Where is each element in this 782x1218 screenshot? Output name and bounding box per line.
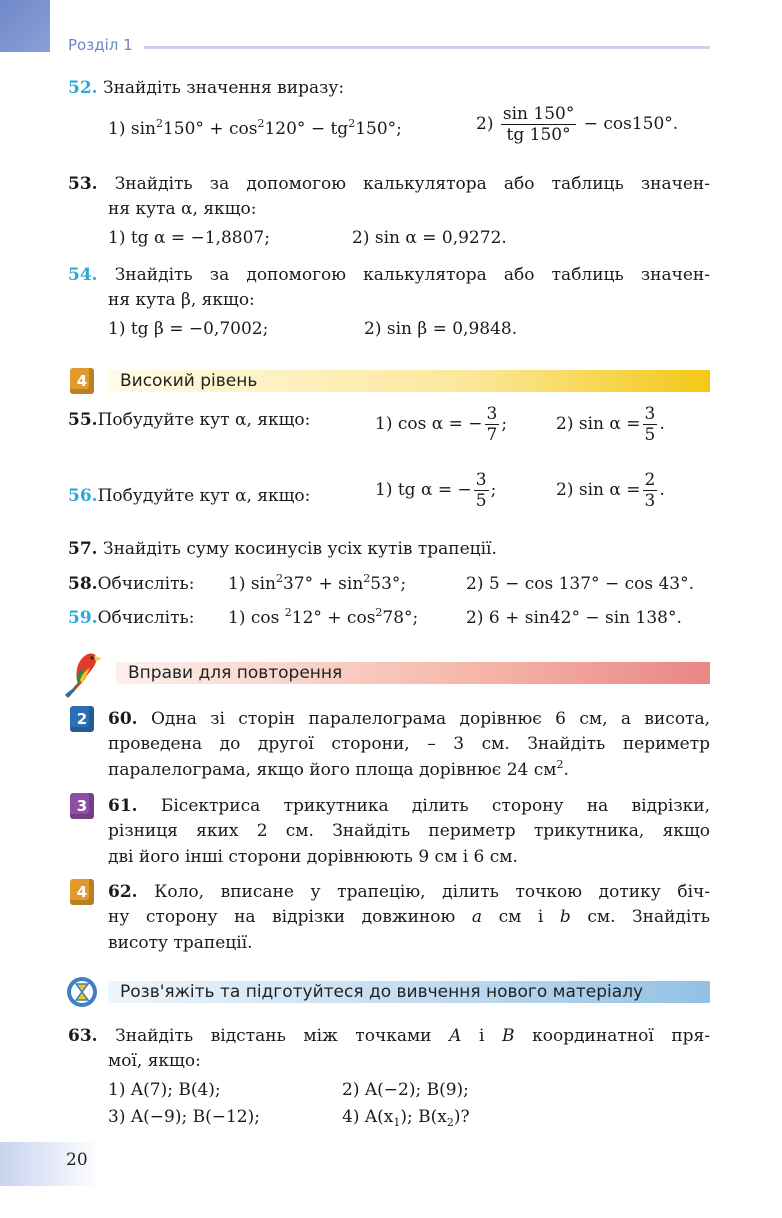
- exercise-53-line1: 53. Знайдіть за допомогою калькулятора або таблиць значен-: [68, 174, 710, 194]
- exercise-60-line1: 60. Одна зі сторін паралелограма дорівнює 6 см, а висота,: [108, 709, 710, 729]
- exercise-63-part4: 4) $A(x_1)$; $B(x_2)$?: [342, 1107, 470, 1129]
- exercise-52-part2: 2) $\frac{\sin 150^\circ}{tg 150^\circ}$ − cos150°.: [476, 104, 679, 145]
- exercise-61-line2: різниця яких 2 см. Знайдіть периметр трикутника, якщо: [108, 821, 710, 841]
- exercise-56: 56.Побудуйте кут α, якщо:: [68, 486, 311, 506]
- corner-tab: [0, 0, 50, 52]
- exercise-63-part2: 2) A(−2); B(9);: [342, 1080, 469, 1100]
- exercise-57: 57. Знайдіть суму косинусів усіх кутів трапеції.: [68, 539, 497, 559]
- exercise-54-part1: 1) tg β = −0,7002;: [108, 319, 269, 339]
- exercise-59-part2: 2) 6 + sin42° − sin 138°.: [466, 608, 682, 628]
- exercise-52-part1: 1) $\sin^2150^\circ + \cos^2120^\circ - tg^2150^\circ$;: [108, 117, 402, 139]
- exercise-55-part2: 2) sin α = $\frac{3}{5}$ .: [556, 404, 665, 445]
- exercise-60-line2: проведена до другої сторони, – 3 см. Знайдіть периметр: [108, 734, 710, 754]
- chapter-label: Розділ 1: [68, 36, 133, 54]
- exercise-53-line2: ня кута α, якщо:: [108, 199, 257, 219]
- parrot-icon: [64, 650, 110, 698]
- level-2-cube-icon: 2: [70, 706, 94, 732]
- exercise-60-line3: паралелограма, якщо його площа дорівнює 24 $см^2$.: [108, 758, 569, 780]
- exercise-59-part1: 1) $\cos ^212^\circ + \cos^278^\circ$;: [228, 606, 419, 628]
- exercise-53-part2: 2) sin α = 0,9272.: [352, 228, 507, 248]
- exercise-61-line3: дві його інші сторони дорівнюють 9 см і 6 см.: [108, 847, 518, 867]
- chapter-rule: [144, 46, 710, 49]
- exercise-63-line2: мої, якщо:: [108, 1051, 201, 1071]
- exercise-55-part1: 1) cos α = − $\frac{3}{7}$ ;: [375, 404, 508, 445]
- exercise-62-line2: ну сторону на відрізки довжиною a см і b см. Знайдіть: [108, 907, 710, 927]
- exercise-62-line1: 62. Коло, вписане у трапецію, ділить точкою дотику біч-: [108, 882, 710, 902]
- level-3-cube-icon: 3: [70, 793, 94, 819]
- section-high-level: Високий рівень: [108, 370, 710, 392]
- exercise-61-line1: 61. Бісектриса трикутника ділить сторону на відрізки,: [108, 796, 710, 816]
- fraction: $\frac{\sin 150^\circ}{tg 150^\circ}$: [502, 104, 575, 145]
- page-number: 20: [66, 1150, 88, 1170]
- exercise-63-part1: 1) A(7); B(4);: [108, 1080, 221, 1100]
- level-4-cube-icon-2: 4: [70, 879, 94, 905]
- level-4-cube-icon: 4: [70, 368, 94, 394]
- exercise-54-part2: 2) sin β = 0,9848.: [364, 319, 518, 339]
- exercise-63-part3: 3) A(−9); B(−12);: [108, 1107, 260, 1127]
- exercise-58: 58.Обчисліть:: [68, 574, 195, 594]
- exercise-58-part2: 2) 5 − cos 137° − cos 43°.: [466, 574, 695, 594]
- exercise-55: 55.Побудуйте кут α, якщо:: [68, 410, 311, 430]
- exercise-54-line2: ня кута β, якщо:: [108, 290, 255, 310]
- exercise-59: 59.Обчисліть:: [68, 608, 195, 628]
- exercise-52: 52. Знайдіть значення виразу:: [68, 78, 345, 98]
- exercise-53-part1: 1) tg α = −1,8807;: [108, 228, 270, 248]
- section-prepare: Розв'яжіть та підготуйтеся до вивчення нового матеріалу: [108, 981, 710, 1003]
- exercise-58-part1: 1) $\sin^237^\circ + \sin^253^\circ$;: [228, 572, 407, 594]
- exercise-62-line3: висоту трапеції.: [108, 933, 253, 953]
- exercise-56-part2: 2) sin α = $\frac{2}{3}$ .: [556, 470, 665, 511]
- exercise-54-line1: 54. Знайдіть за допомогою калькулятора або таблиць значен-: [68, 265, 710, 285]
- section-review: Вправи для повторення: [116, 662, 710, 684]
- exercise-56-part1: 1) tg α = − $\frac{3}{5}$ ;: [375, 470, 497, 511]
- exercise-63-line1: 63. Знайдіть відстань між точками A і B координатної пря-: [68, 1026, 711, 1046]
- hourglass-icon: [66, 976, 98, 1008]
